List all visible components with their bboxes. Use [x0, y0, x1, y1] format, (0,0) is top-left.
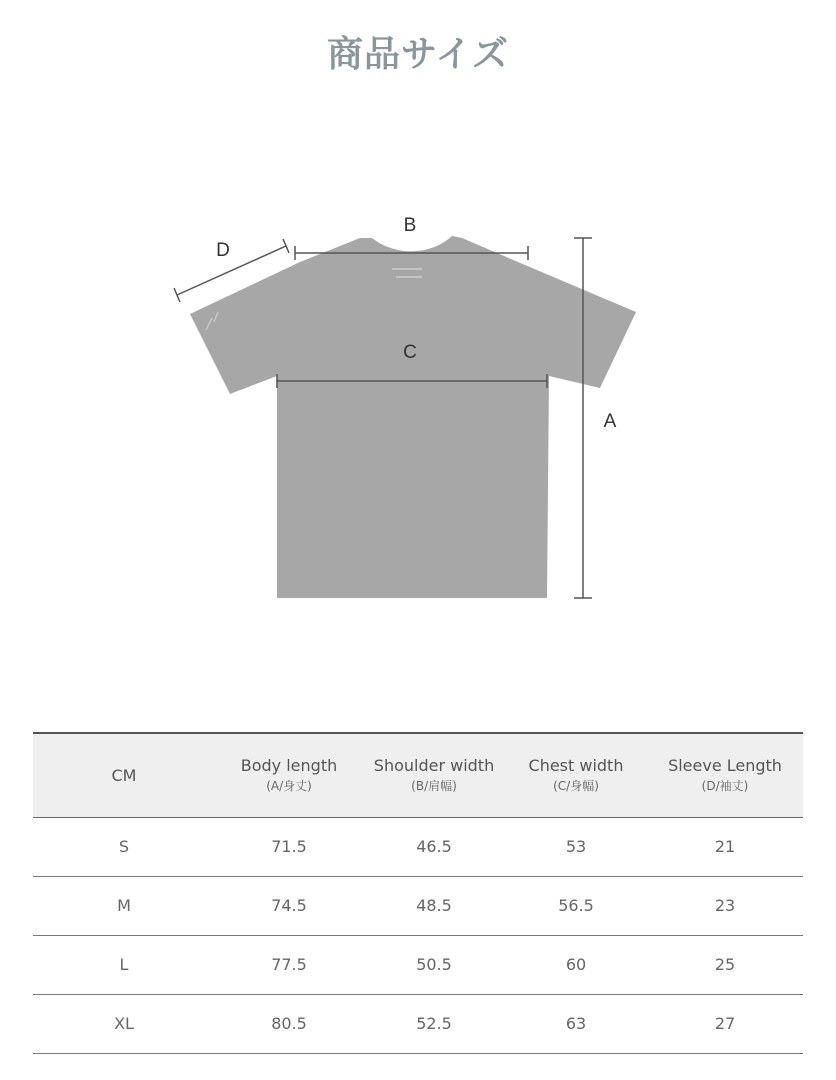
- header-label: Chest width: [528, 756, 624, 776]
- table-row: [33, 994, 803, 1053]
- header-sublabel: (A/身丈): [266, 779, 312, 794]
- unit-header: CM: [33, 733, 215, 817]
- chest-width-cell: 56.5: [505, 876, 647, 935]
- header-sleeve-length: [647, 733, 803, 817]
- shoulder-width-cell: 52.5: [363, 994, 505, 1053]
- tshirt-shape: [190, 236, 636, 598]
- shoulder-width-cell: 50.5: [363, 935, 505, 994]
- label-a: A: [603, 411, 617, 432]
- size-cell: XL: [33, 994, 215, 1053]
- chest-width-cell: 53: [505, 817, 647, 876]
- sleeve-length-cell: 21: [647, 817, 803, 876]
- body-length-cell: 74.5: [215, 876, 363, 935]
- table-row: [33, 817, 803, 876]
- body-length-cell: 71.5: [215, 817, 363, 876]
- table-row: [33, 876, 803, 935]
- size-cell: S: [33, 817, 215, 876]
- header-label: Body length: [240, 756, 338, 776]
- shoulder-width-cell: 48.5: [363, 876, 505, 935]
- header-sublabel: (B/肩幅): [411, 779, 457, 794]
- header-chest-width: [505, 733, 647, 817]
- label-b: B: [403, 215, 417, 236]
- label-c: C: [403, 342, 417, 363]
- chest-width-cell: 63: [505, 994, 647, 1053]
- header-label: Sleeve Length: [668, 756, 782, 776]
- table-row: [33, 935, 803, 994]
- page-title: 商品サイズ: [326, 34, 510, 75]
- body-length-cell: 80.5: [215, 994, 363, 1053]
- shoulder-width-cell: 46.5: [363, 817, 505, 876]
- header-body-length: [215, 733, 363, 817]
- sleeve-length-cell: 25: [647, 935, 803, 994]
- table-header-row: [33, 733, 803, 817]
- size-table: [33, 732, 803, 1054]
- header-shoulder-width: [363, 733, 505, 817]
- size-cell: L: [33, 935, 215, 994]
- chest-width-cell: 60: [505, 935, 647, 994]
- header-label: Shoulder width: [373, 756, 495, 776]
- header-sublabel: (C/身幅): [553, 779, 599, 794]
- body-length-cell: 77.5: [215, 935, 363, 994]
- sleeve-length-cell: 27: [647, 994, 803, 1053]
- size-cell: M: [33, 876, 215, 935]
- label-d: D: [216, 240, 230, 261]
- header-sublabel: (D/袖丈): [701, 779, 749, 794]
- sleeve-length-cell: 23: [647, 876, 803, 935]
